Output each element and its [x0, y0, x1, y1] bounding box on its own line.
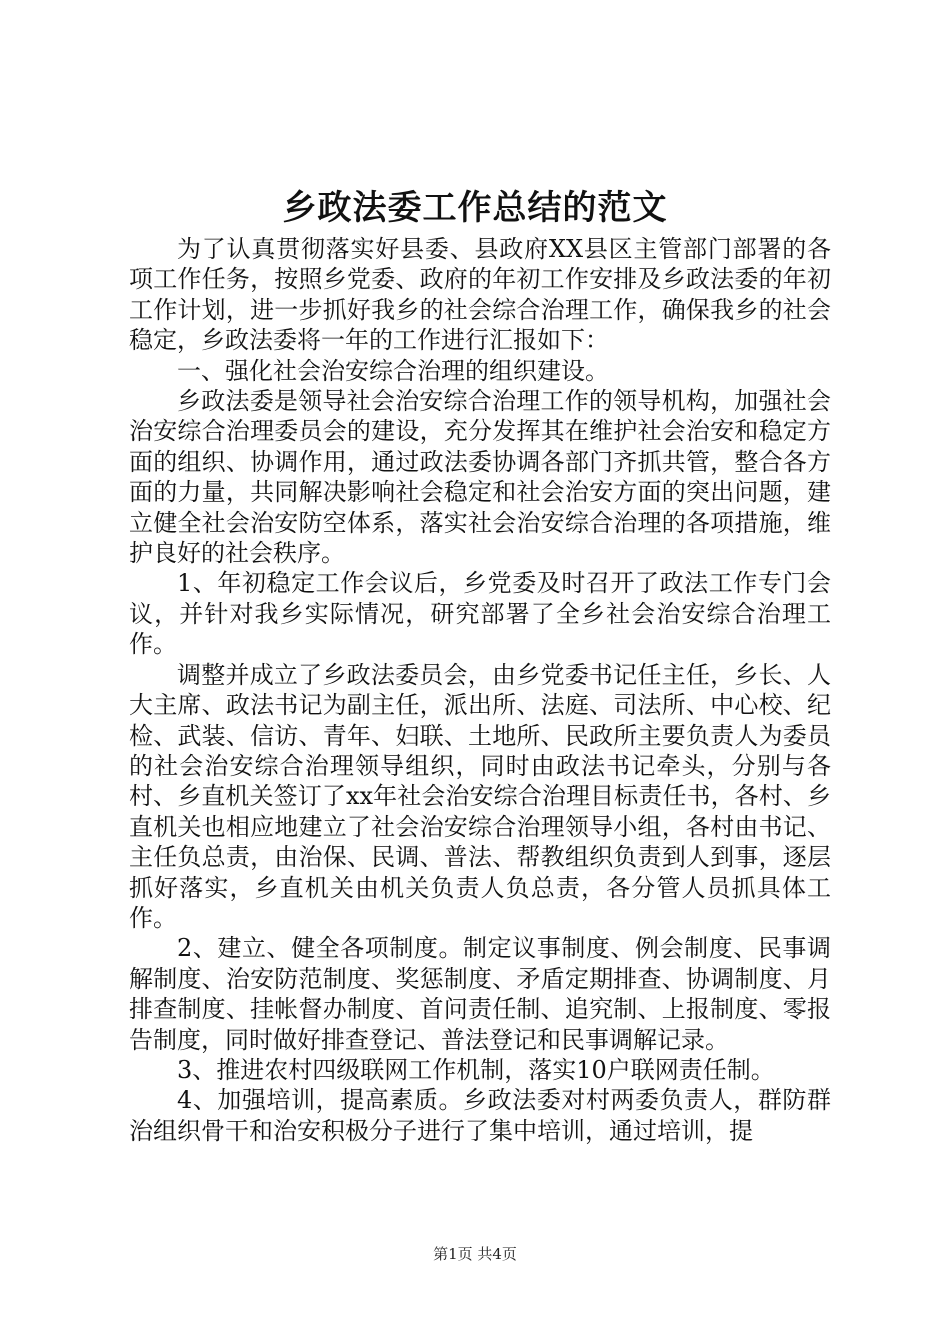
- document-title: 乡政法委工作总结的范文: [282, 188, 668, 228]
- paragraph: 2、建立、健全各项制度。制定议事制度、例会制度、民事调解制度、治安防范制度、奖惩制度、矛盾定期排查、协调制度、月排查制度、挂帐督办制度、首问责任制、追究制、上报制度、零报告制度，同时做好排查登记、普法登记和民事调解记录。: [129, 934, 831, 1054]
- paragraph: 4、加强培训，提高素质。乡政法委对村两委负责人，群防群治组织骨干和治安积极分子进行了集中培训，通过培训，提: [129, 1086, 831, 1145]
- page-number-footer: 第1页 共4页: [433, 1245, 517, 1263]
- paragraph: 调整并成立了乡政法委员会，由乡党委书记任主任，乡长、人大主席、政法书记为副主任，派出所、法庭、司法所、中心校、纪检、武装、信访、青年、妇联、土地所、民政所主要负责人为委员的社会治安综合治理领导组织，同时由政法书记牵头，分别与各村、乡直机关签订了xx年社会治安综合治理目标责任书，各村、乡直机关也相应地建立了社会治安综合治理领导小组，各村由书记、主任负总责，由治保、民调、普法、帮教组织负责到人到事，逐层抓好落实，乡直机关由机关负责人负总责，各分管人员抓具体工作。: [129, 660, 831, 932]
- section-heading: 一、强化社会治安综合治理的组织建设。: [177, 356, 609, 385]
- document-body: [129, 234, 831, 1146]
- paragraph: 1、年初稳定工作会议后，乡党委及时召开了政法工作专门会议，并针对我乡实际情况，研究部署了全乡社会治安综合治理工作。: [129, 569, 831, 659]
- paragraph: 乡政法委是领导社会治安综合治理工作的领导机构，加强社会治安综合治理委员会的建设，充分发挥其在维护社会治安和稳定方面的组织、协调作用，通过政法委协调各部门齐抓共管，整合各方面的力量，共同解决影响社会稳定和社会治安方面的突出问题，建立健全社会治安防空体系，落实社会治安综合治理的各项措施，维护良好的社会秩序。: [129, 387, 831, 568]
- paragraph: 为了认真贯彻落实好县委、县政府XX县区主管部门部署的各项工作任务，按照乡党委、政府的年初工作安排及乡政法委的年初工作计划，进一步抓好我乡的社会综合治理工作，确保我乡的社会稳定，乡政法委将一年的工作进行汇报如下：: [129, 235, 831, 355]
- paragraph: 3、推进农村四级联网工作机制，落实10户联网责任制。: [177, 1055, 775, 1084]
